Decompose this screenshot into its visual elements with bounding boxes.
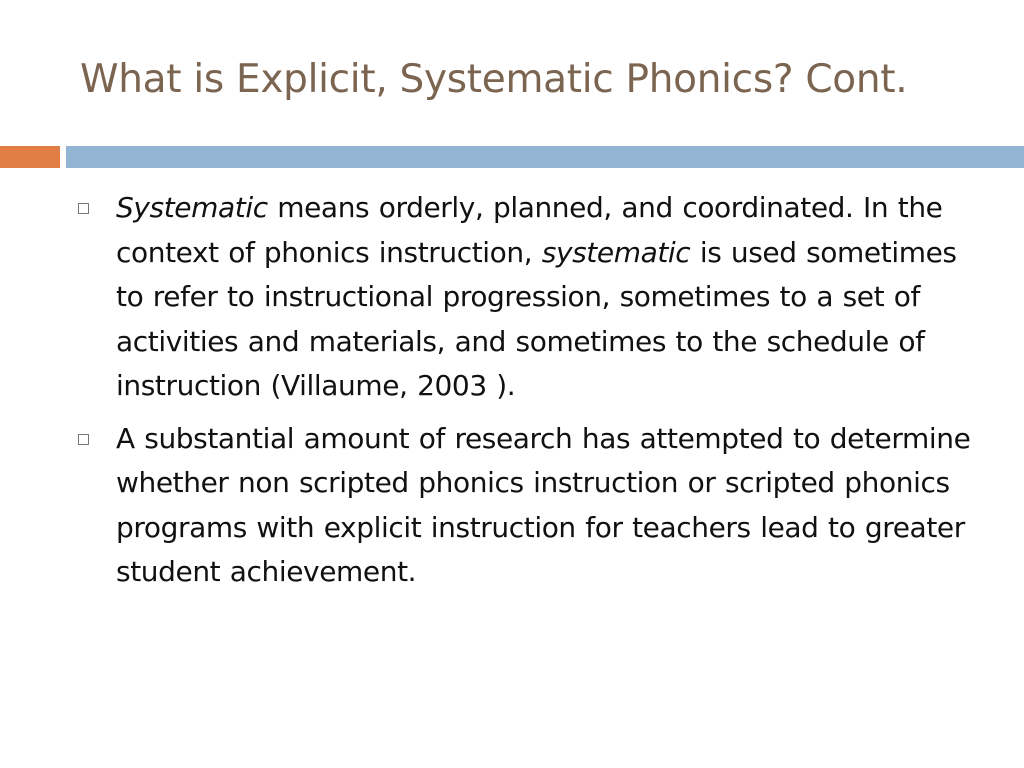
- bullet-2-text: A substantial amount of research has attempted to determine whether non scripted phonics instruction or scripted phonics programs with explicit instruction for teachers lead to greater student achievement.: [116, 421, 971, 588]
- accent-bar-orange: [0, 146, 60, 168]
- slide-title: What is Explicit, Systematic Phonics? Cont.: [80, 57, 908, 102]
- accent-bar-blue: [66, 146, 1024, 168]
- bullet-1-term-2: systematic: [541, 235, 691, 269]
- bullet-1-text-a: means orderly, planned, and coordinated. In the context of phonics instruction,: [116, 191, 943, 269]
- bullet-item-1: [78, 186, 978, 409]
- hollow-square-bullet-icon: [78, 203, 89, 214]
- bullet-item-2: [78, 417, 978, 595]
- bullet-1-term: Systematic: [116, 191, 268, 224]
- bullet-list: [78, 186, 978, 603]
- hollow-square-bullet-icon: [78, 434, 89, 445]
- bullet-1-text-b: is used sometimes to refer to instructional progression, sometimes to a set of activities and materials, and sometimes to the schedule of instruction (Villaume, 2003 ).: [116, 235, 957, 402]
